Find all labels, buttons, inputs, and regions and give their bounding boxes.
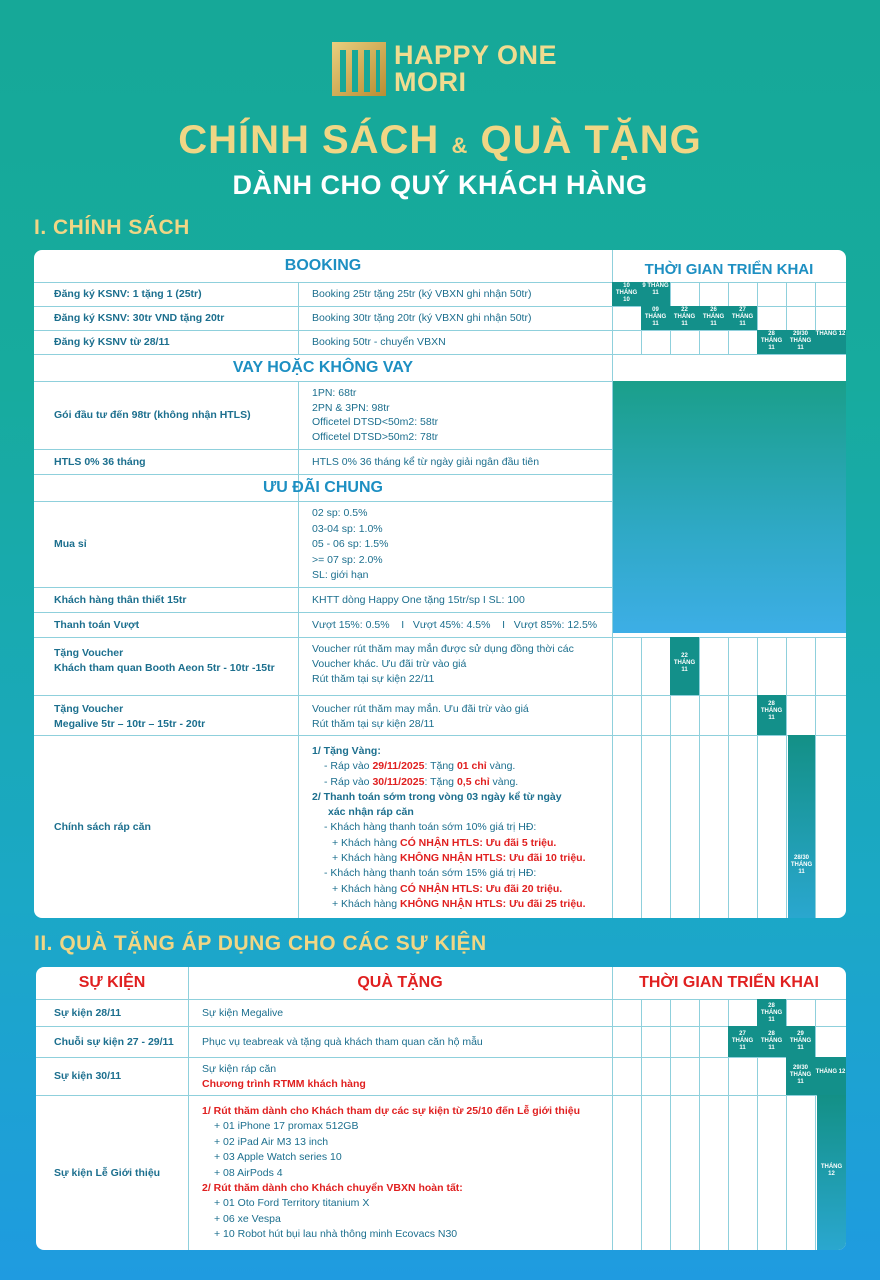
loan-header: VAY HOẶC KHÔNG VAY — [232, 358, 414, 376]
booking-header: BOOKING — [284, 257, 362, 274]
booking-value: Booking 25tr tặng 25tr (ký VBXN ghi nhận 50tr) — [312, 288, 532, 300]
pricing-detail: 1/ Tặng Vàng: - Ráp vào 29/11/2025: Tặng 01 chỉ vàng. - Ráp vào 30/11/2025: Tặng 0,5 chỉ vàng. 2/ Thanh toán sớm trong vòng 03 ngày kể từ ngày xác nhận ráp căn - Khách hàng thanh toán sớm 10% giá trị HĐ: + Khách hàng CÓ NHẬN HTLS: Ưu đãi 5 triệu. + Khách hàng KHÔNG NHẬN HTLS: Ưu đãi 10 triệu. - Khách hàng thanh toán sớm 15% giá trị HĐ: + Khách hàng CÓ NHẬN HTLS: Ưu đãi 20 triệu. + Khách hàng KHÔNG NHẬN HTLS: Ưu đãi 25 triệu. — [312, 745, 586, 910]
timeline-tag: 28 THÁNG 11 — [757, 695, 786, 735]
timeline-tag: 10 THÁNG 10 — [612, 282, 641, 306]
timeline-tag: 26 THÁNG 11 — [699, 306, 728, 330]
booking-value: Booking 50tr - chuyển VBXN — [312, 336, 446, 348]
timeline-tag: 28/30 THÁNG 11 — [790, 855, 813, 875]
common-detail: Voucher rút thăm may mắn. Ưu đãi trừ vào giá Rút thăm tại sự kiện 28/11 — [312, 703, 529, 730]
loan-detail: 1PN: 68tr 2PN & 3PN: 98tr Officetel DTSD<50m2: 58tr Officetel DTSD>50m2: 78tr — [312, 387, 439, 443]
gift-detail: Phục vụ teabreak và tặng quà khách tham quan căn hộ mẫu — [202, 1035, 483, 1048]
gift-detail: Sự kiện ráp căn Chương trình RTMM khách hàng — [202, 1063, 366, 1090]
event-name: Sự kiện 30/11 — [54, 1070, 122, 1082]
timeline-tag: 22 THÁNG 11 — [670, 306, 699, 330]
timeline-tag: 29/30 THÁNG 11 — [786, 1057, 815, 1095]
timeline-tag: 27 THÁNG 11 — [728, 306, 757, 330]
common-label: Thanh toán Vượt — [54, 618, 140, 631]
loan-label: Gói đầu tư đến 98tr (không nhận HTLS) — [54, 409, 251, 421]
pricing-label: Chính sách ráp căn — [54, 820, 151, 833]
timeline-tag: 9 THÁNG 11 — [641, 282, 670, 306]
common-label: Tặng Voucher Megalive 5tr – 10tr – 15tr - 20tr — [54, 703, 206, 730]
common-detail: KHTT dòng Happy One tặng 15tr/sp I SL: 100 — [312, 593, 525, 606]
timeline-header: THỜI GIAN TRIỂN KHAI — [644, 260, 814, 278]
common-header: ƯU ĐÃI CHUNG — [263, 478, 383, 496]
loan-detail: HTLS 0% 36 tháng kể từ ngày giải ngân đầu tiên — [312, 455, 540, 468]
timeline-tag: THÁNG 12 — [820, 1164, 843, 1177]
timeline-tag: 29/30 THÁNG 11 — [786, 330, 815, 354]
timeline-tag: 28 THÁNG 11 — [757, 330, 786, 354]
logo-mark-icon — [332, 42, 386, 96]
timeline-bar — [788, 735, 815, 918]
section-1-title: I. CHÍNH SÁCH — [34, 216, 190, 239]
timeline-tag: 28 THÁNG 11 — [757, 1026, 786, 1057]
timeline-tag: 29 THÁNG 11 — [786, 1026, 815, 1057]
gift-header: QUÀ TẶNG — [357, 974, 443, 991]
timeline-fill — [612, 381, 846, 633]
common-label: Tặng Voucher Khách tham quan Booth Aeon 5tr - 10tr -15tr — [54, 647, 275, 674]
timeline-tag: 22 THÁNG 11 — [670, 637, 699, 695]
page-subtitle: DÀNH CHO QUÝ KHÁCH HÀNG — [232, 170, 648, 200]
timeline-tag: THÁNG 12 — [815, 1057, 846, 1095]
timeline-tag: THÁNG 12 — [815, 330, 846, 354]
section-2-title: II. QUÀ TẶNG ÁP DỤNG CHO CÁC SỰ KIỆN — [34, 932, 487, 955]
event-name: Sự kiện 28/11 — [54, 1006, 122, 1019]
common-detail: Vượt 15%: 0.5% I Vượt 45%: 4.5% I Vượt 85%: 12.5% — [312, 618, 598, 631]
common-label: Khách hàng thân thiết 15tr — [54, 593, 187, 606]
event-gift-table — [36, 967, 846, 1250]
common-detail: 02 sp: 0.5% 03-04 sp: 1.0% 05 - 06 sp: 1.5% >= 07 sp: 2.0% SL: giới hạn — [312, 507, 389, 581]
event-name: Chuỗi sự kiện 27 - 29/11 — [54, 1035, 174, 1048]
gift-detail: Sự kiện Megalive — [202, 1006, 284, 1019]
booking-label: Đăng ký KSNV từ 28/11 — [54, 336, 170, 348]
common-detail: Voucher rút thăm may mắn được sử dụng đồng thời các Voucher khác. Ưu đãi trừ vào giá Rút thăm tại sự kiện 22/11 — [312, 643, 574, 685]
loan-label: HTLS 0% 36 tháng — [54, 455, 146, 468]
booking-label: Đăng ký KSNV: 1 tặng 1 (25tr) — [54, 288, 202, 300]
brand-name: HAPPY ONE MORI — [394, 40, 558, 97]
event-name: Sự kiện Lễ Giới thiệu — [54, 1166, 161, 1179]
timeline-tag: 09 THÁNG 11 — [641, 306, 670, 330]
event-header: SỰ KIỆN — [78, 974, 146, 991]
timeline-header-2: THỜI GIAN TRIỂN KHAI — [639, 974, 819, 991]
booking-label: Đăng ký KSNV: 30tr VND tặng 20tr — [54, 312, 225, 324]
booking-value: Booking 30tr tặng 20tr (ký VBXN ghi nhận 50tr) — [312, 312, 532, 324]
timeline-tag: 27 THÁNG 11 — [728, 1026, 757, 1057]
gift-detail: 1/ Rút thăm dành cho Khách tham dự các sự kiện từ 25/10 đến Lễ giới thiệu + 01 iPhone 17 promax 512GB + 02 iPad Air M3 13 inch + 03 Apple Watch series 10 + 08 AirPods 4 2/ Rút thăm dành cho Khách chuyển VBXN hoàn tất: + 01 Oto Ford Territory titanium X + 06 xe Vespa + 10 Robot hút bụi lau nhà thông minh Ecovacs N30 — [202, 1105, 581, 1241]
timeline-tag: 28 THÁNG 11 — [757, 999, 786, 1026]
brand-logo — [332, 42, 557, 96]
page-title: CHÍNH SÁCH & QUÀ TẶNG — [178, 118, 702, 162]
common-label: Mua sỉ — [54, 538, 87, 550]
policy-table — [34, 250, 846, 918]
